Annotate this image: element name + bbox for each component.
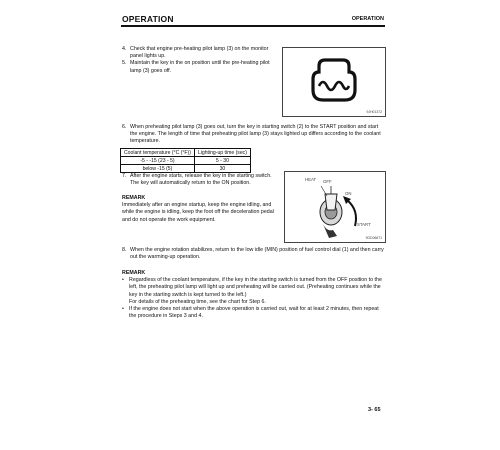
table-header-cell: Lighting-up time (sec) (194, 149, 250, 157)
remark-bullet (122, 306, 386, 320)
step-5 (122, 60, 272, 74)
figure-code: 9JH01372 (366, 110, 382, 114)
starting-switch-key-icon (285, 172, 385, 242)
table-header-cell: Coolant temperature (°C (°F)) (121, 149, 195, 157)
step-8 (122, 247, 386, 261)
remark-bullet (122, 277, 386, 306)
table-row (121, 165, 251, 173)
step-text: When preheating pilot lamp (3) goes out, turn the key in starting switch (2) to the START position and start the engine. The length of time that preheating pilot lamp (3) stays lighted up differs according to the coolant temperature. (130, 124, 381, 145)
remark-heading: REMARK (122, 270, 146, 276)
step-6 (122, 124, 386, 146)
preheat-coil-icon (283, 48, 385, 116)
table-cell: below -15 (5) (121, 165, 195, 173)
preheat-pilot-lamp-figure (282, 47, 386, 117)
step-7-row (122, 173, 280, 187)
step-4 (122, 46, 272, 60)
step-text: After the engine starts, release the key in the starting switch. The key will automatically return to the ON position. (130, 173, 272, 187)
step-6-row (122, 124, 386, 146)
switch-label-off: OFF (323, 179, 332, 184)
table-cell: 5 - 30 (194, 157, 250, 165)
table-cell: -5 - -15 (23 - 5) (121, 157, 195, 165)
bullet-body (129, 277, 386, 306)
switch-label-start: START (357, 222, 371, 227)
step-text: Check that engine pre-heating pilot lamp (3) on the monitor panel lights up. (130, 46, 269, 60)
step-number: 6. (122, 124, 127, 130)
table-cell: 30 (194, 165, 250, 173)
remark-heading: REMARK (122, 195, 146, 201)
step-number: 8. (122, 247, 127, 253)
preheat-time-table (120, 148, 251, 173)
bullet-text: Regardless of the coolant temperature, if the key in the starting switch is turned from the OFF position to the left, the preheating pilot lamp will light up and preheating will be carried out. (Preheating continues while the key in the starting switch is kept turned to the left.) (129, 277, 382, 298)
page-number: 3- 65 (368, 407, 381, 413)
page-header-section-right: OPERATION (351, 16, 384, 22)
starting-switch-figure (284, 171, 386, 243)
steps-4-5 (122, 46, 272, 75)
switch-label-on: ON (345, 191, 352, 196)
step-7 (122, 173, 280, 187)
step-text: Maintain the key in the on position until the pre-heating pilot lamp (3) goes off. (130, 60, 270, 74)
step-number: 4. (122, 46, 127, 52)
page-header-section: OPERATION (122, 14, 174, 24)
bullet-dot-icon: • (122, 277, 124, 284)
step-text: When the engine rotation stabilizes, return to the low idle (MIN) position of fuel control dial (1) and then carry out the warming-up operation. (130, 247, 384, 261)
switch-label-heat: HEAT (305, 177, 317, 182)
remark-text: Immediately after an engine startup, keep the engine idling, and while the engine is idling, keep the foot off the deceleration pedal and do not operate the work equipment. (122, 202, 274, 223)
bullet-note: For details of the preheating time, see the chart for Step 6. (129, 298, 266, 305)
table-row (121, 157, 251, 165)
remark-block-2 (122, 270, 386, 320)
header-rule (121, 25, 385, 27)
figure-code: 9GD06671 (365, 236, 382, 240)
remark-block (122, 195, 280, 224)
step-number: 5. (122, 60, 127, 67)
table-header-row (121, 149, 251, 157)
bullet-text: If the engine does not start when the above operation is carried out, wait for at least 2 minutes, then repeat the procedure in Steps 3 and 4. (129, 306, 379, 320)
step-number: 7. (122, 173, 127, 179)
step-8-row (122, 247, 386, 261)
bullet-dot-icon: • (122, 306, 124, 313)
